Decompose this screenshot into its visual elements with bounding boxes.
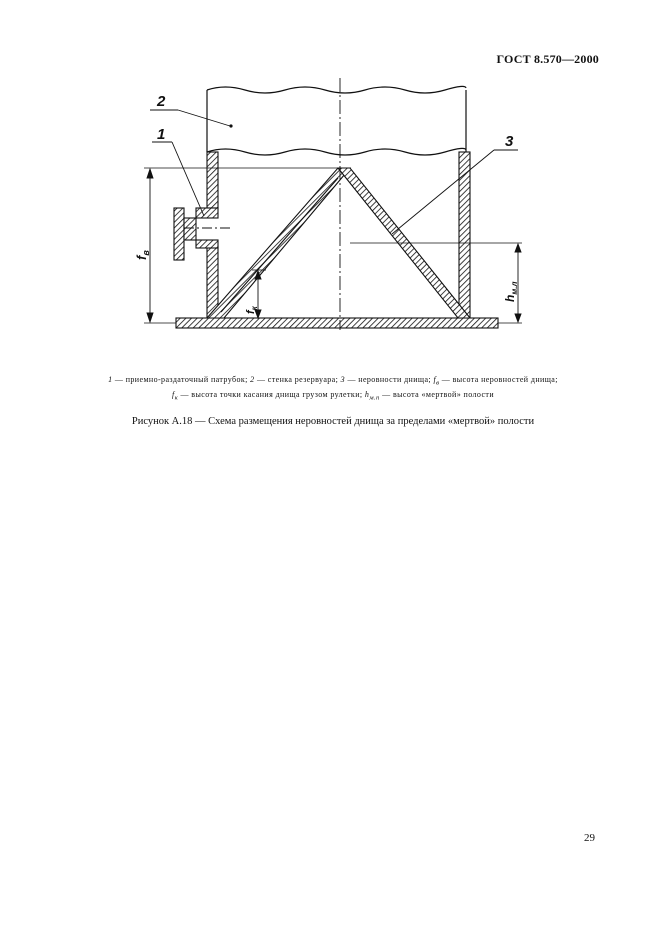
tank-upper-outline (207, 86, 466, 155)
label-fk (245, 305, 259, 314)
page-number: 29 (584, 832, 595, 844)
legend-line-2: $f_к$ — высота точки касания днища грузом рулетки; $h_{м.п}$ — высота «мертвой» полости (171, 389, 495, 402)
figure-caption: Рисунок А.18 — Схема размещения неровностей днища за пределами «мертвой» полости (131, 416, 535, 427)
label-hml (503, 282, 519, 302)
callout-2: 2 (157, 93, 166, 110)
figure-legend (40, 374, 626, 403)
document-header: ГОСТ 8.570—2000 (496, 52, 599, 66)
callout-3: 3 (505, 133, 514, 150)
svg-text:fк: $f_к$ (245, 306, 259, 314)
svg-text:fв: $f_в$ (134, 250, 151, 260)
pipe-nozzle (174, 208, 230, 260)
legend-line-1: 1 — приемно-раздаточный патрубок; 2 — стенка резервуара; 3 — неровности днища; $f_в$ — высота неровностей днища; (108, 375, 558, 387)
technical-drawing (0, 0, 661, 360)
label-fv (134, 250, 151, 260)
callout-dot-2 (229, 124, 232, 127)
callout-1: 1 (157, 126, 166, 143)
dimension-fv (147, 169, 153, 322)
svg-text:hм.л: $h_{м.л}$ (503, 281, 519, 302)
